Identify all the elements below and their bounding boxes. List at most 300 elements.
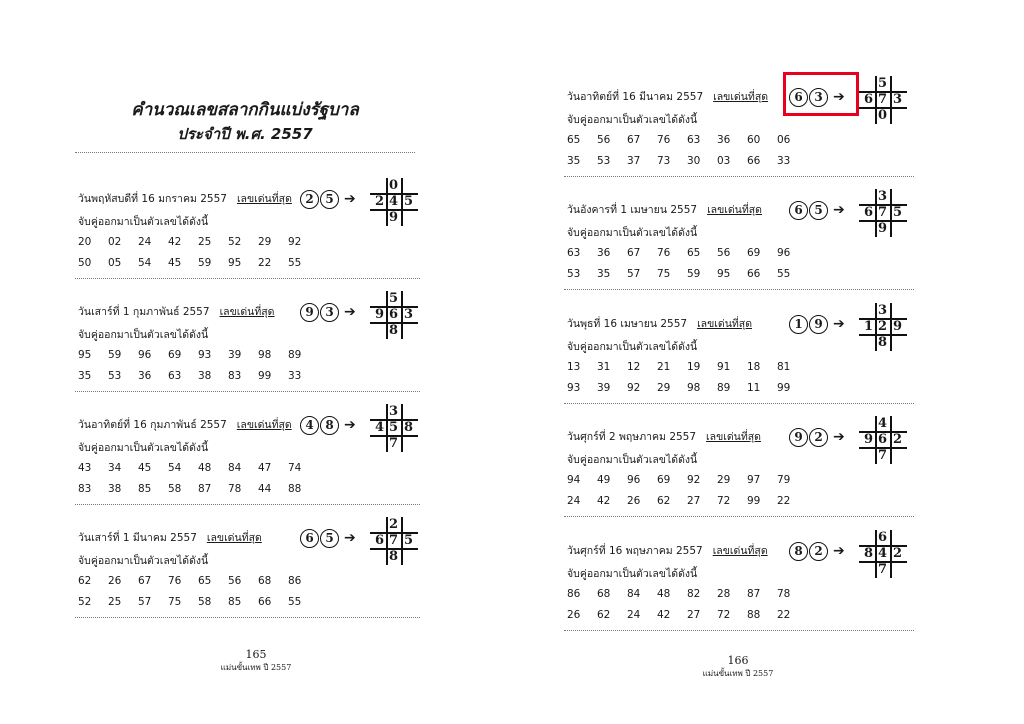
arrow-right-icon: ➔ — [344, 304, 356, 320]
pair-number: 66 — [747, 268, 761, 280]
pair-number: 63 — [168, 370, 182, 382]
arrow-right-icon: ➔ — [833, 202, 845, 218]
pair-row-2 — [78, 370, 318, 382]
pair-caption: จับคู่ออกมาเป็นตัวเลขได้ดังนี้ — [78, 216, 209, 228]
pair-number: 86 — [567, 588, 581, 600]
pair-number: 55 — [288, 257, 302, 269]
pair-number: 29 — [258, 236, 272, 248]
pair-number: 89 — [288, 349, 302, 361]
divider — [75, 617, 420, 618]
pair-number: 59 — [687, 268, 701, 280]
pair-number: 62 — [597, 609, 611, 621]
draw-date: วันศุกร์ที่ 2 พฤษภาคม 2557 — [567, 431, 697, 443]
pair-row-1 — [78, 462, 318, 474]
grid-digit-2: 4 — [388, 194, 399, 209]
pair-number: 97 — [747, 474, 761, 486]
pair-number: 72 — [717, 609, 731, 621]
circled-digit: 5 — [320, 529, 339, 548]
grid-digit-3: 5 — [892, 205, 903, 220]
pair-number: 78 — [777, 588, 791, 600]
draw-entry — [567, 530, 927, 652]
pair-number: 43 — [78, 462, 92, 474]
pair-number: 95 — [717, 268, 731, 280]
grid-bottom-digit: 7 — [877, 448, 888, 463]
pair-number: 82 — [687, 588, 701, 600]
book-name: แม่นขั้นเทพ ปี 2557 — [702, 669, 774, 678]
grid-digit-1: 6 — [863, 205, 874, 220]
pair-row-1 — [78, 349, 318, 361]
grid-digit-3: 2 — [892, 546, 903, 561]
calculation — [789, 416, 939, 464]
pair-number: 45 — [168, 257, 182, 269]
pair-number: 27 — [687, 609, 701, 621]
pair-caption: จับคู่ออกมาเป็นตัวเลขได้ดังนี้ — [567, 568, 698, 580]
arrow-right-icon: ➔ — [344, 191, 356, 207]
hot-number-label: เลขเด่นที่สุด — [206, 532, 262, 544]
pair-number: 29 — [657, 382, 671, 394]
pair-number: 33 — [288, 370, 302, 382]
pair-number: 13 — [567, 361, 581, 373]
grid-top-digit: 0 — [388, 178, 399, 193]
circled-digit: 5 — [809, 201, 828, 220]
grid-digit-1: 1 — [863, 319, 874, 334]
lotto-grid — [859, 189, 907, 237]
hot-number-label: เลขเด่นที่สุด — [712, 545, 768, 557]
pair-number: 96 — [777, 247, 791, 259]
grid-top-digit: 3 — [877, 303, 888, 318]
lotto-grid — [370, 517, 418, 565]
grid-digit-3: 3 — [892, 92, 903, 107]
divider — [564, 176, 914, 177]
pair-number: 84 — [228, 462, 242, 474]
circled-digit: 6 — [300, 529, 319, 548]
pair-number: 52 — [228, 236, 242, 248]
grid-digit-1: 8 — [863, 546, 874, 561]
pair-number: 96 — [138, 349, 152, 361]
pair-number: 57 — [627, 268, 641, 280]
draw-entry — [567, 416, 927, 538]
circled-digit: 9 — [789, 428, 808, 447]
grid-top-digit: 6 — [877, 530, 888, 545]
pair-row-1 — [567, 474, 807, 486]
grid-digit-1: 2 — [374, 194, 385, 209]
grid-digit-2: 7 — [877, 205, 888, 220]
draw-date: วันพฤหัสบดีที่ 16 มกราคม 2557 — [78, 193, 227, 205]
book-name: แม่นขั้นเทพ ปี 2557 — [220, 663, 292, 672]
pair-number: 20 — [78, 236, 92, 248]
draw-entry — [78, 404, 438, 526]
pair-number: 24 — [627, 609, 641, 621]
pair-row-2 — [78, 257, 318, 269]
pair-number: 69 — [747, 247, 761, 259]
grid-digit-2: 2 — [877, 319, 888, 334]
draw-date: วันศุกร์ที่ 16 พฤษภาคม 2557 — [567, 545, 703, 557]
pair-number: 22 — [777, 609, 791, 621]
pair-number: 92 — [687, 474, 701, 486]
arrow-right-icon: ➔ — [344, 530, 356, 546]
pair-number: 57 — [138, 596, 152, 608]
page-title: คำนวณเลขสลากกินแบ่งรัฐบาล — [131, 100, 359, 120]
pair-number: 69 — [168, 349, 182, 361]
pair-row-2 — [567, 382, 807, 394]
pair-number: 36 — [597, 247, 611, 259]
pair-row-1 — [567, 588, 807, 600]
pair-row-2 — [78, 596, 318, 608]
pair-number: 55 — [288, 596, 302, 608]
pair-number: 26 — [567, 609, 581, 621]
circled-digit: 8 — [320, 416, 339, 435]
pair-number: 25 — [198, 236, 212, 248]
pair-number: 83 — [78, 483, 92, 495]
pair-number: 74 — [288, 462, 302, 474]
pair-number: 67 — [627, 134, 641, 146]
calculation — [789, 189, 939, 237]
divider — [75, 504, 420, 505]
arrow-right-icon: ➔ — [833, 89, 845, 105]
lotto-grid — [859, 416, 907, 464]
pair-number: 12 — [627, 361, 641, 373]
pair-number: 86 — [288, 575, 302, 587]
circled-digit: 5 — [320, 190, 339, 209]
circled-digit: 6 — [789, 88, 808, 107]
pair-number: 56 — [597, 134, 611, 146]
pair-number: 93 — [567, 382, 581, 394]
pair-number: 42 — [657, 609, 671, 621]
pair-number: 67 — [138, 575, 152, 587]
grid-bottom-digit: 8 — [388, 549, 399, 564]
pair-number: 52 — [78, 596, 92, 608]
pair-number: 98 — [258, 349, 272, 361]
pair-number: 88 — [747, 609, 761, 621]
hot-number-label: เลขเด่นที่สุด — [219, 306, 275, 318]
pair-number: 18 — [747, 361, 761, 373]
hot-number-label: เลขเด่นที่สุด — [713, 91, 769, 103]
pair-number: 81 — [777, 361, 791, 373]
grid-bottom-digit: 7 — [388, 436, 399, 451]
pair-caption: จับคู่ออกมาเป็นตัวเลขได้ดังนี้ — [567, 341, 698, 353]
circled-digit: 2 — [809, 542, 828, 561]
circled-digit: 3 — [809, 88, 828, 107]
pair-number: 48 — [198, 462, 212, 474]
pair-number: 78 — [228, 483, 242, 495]
pair-number: 02 — [108, 236, 122, 248]
pair-number: 65 — [687, 247, 701, 259]
circled-digit: 2 — [300, 190, 319, 209]
pair-number: 68 — [597, 588, 611, 600]
circled-digit: 1 — [789, 315, 808, 334]
pair-row-2 — [78, 483, 318, 495]
grid-digit-1: 6 — [374, 533, 385, 548]
grid-bottom-digit: 8 — [388, 323, 399, 338]
pair-number: 53 — [597, 155, 611, 167]
pair-number: 50 — [78, 257, 92, 269]
divider — [75, 152, 415, 153]
pair-number: 69 — [657, 474, 671, 486]
pair-number: 99 — [777, 382, 791, 394]
pair-number: 84 — [627, 588, 641, 600]
draw-date: วันอังคารที่ 1 เมษายน 2557 — [567, 204, 698, 216]
pair-number: 36 — [717, 134, 731, 146]
pair-number: 42 — [168, 236, 182, 248]
pair-number: 19 — [687, 361, 701, 373]
divider — [564, 516, 914, 517]
hot-number-label: เลขเด่นที่สุด — [697, 318, 753, 330]
pair-number: 44 — [258, 483, 272, 495]
grid-digit-3: 8 — [403, 420, 414, 435]
grid-digit-2: 6 — [388, 307, 399, 322]
pair-number: 92 — [627, 382, 641, 394]
grid-digit-3: 9 — [892, 319, 903, 334]
grid-digit-3: 2 — [892, 432, 903, 447]
pair-caption: จับคู่ออกมาเป็นตัวเลขได้ดังนี้ — [567, 114, 698, 126]
pair-number: 54 — [138, 257, 152, 269]
grid-top-digit: 5 — [877, 76, 888, 91]
pair-number: 73 — [657, 155, 671, 167]
pair-number: 06 — [777, 134, 791, 146]
page-subtitle: ประจำปี พ.ศ. 2557 — [177, 125, 313, 143]
circled-digit: 6 — [789, 201, 808, 220]
pair-number: 60 — [747, 134, 761, 146]
pair-number: 25 — [108, 596, 122, 608]
pair-number: 58 — [198, 596, 212, 608]
draw-entry — [567, 189, 927, 311]
calculation — [300, 404, 450, 452]
divider — [564, 403, 914, 404]
pair-number: 65 — [567, 134, 581, 146]
grid-digit-3: 5 — [403, 533, 414, 548]
divider — [75, 278, 420, 279]
pair-number: 29 — [717, 474, 731, 486]
grid-bottom-digit: 8 — [877, 335, 888, 350]
pair-number: 59 — [198, 257, 212, 269]
pair-row-1 — [78, 575, 318, 587]
grid-bottom-digit: 0 — [877, 108, 888, 123]
calculation — [300, 517, 450, 565]
grid-digit-2: 6 — [877, 432, 888, 447]
pair-number: 99 — [258, 370, 272, 382]
pair-number: 48 — [657, 588, 671, 600]
pair-number: 76 — [657, 247, 671, 259]
hot-number-label: เลขเด่นที่สุด — [706, 431, 761, 443]
pair-number: 36 — [138, 370, 152, 382]
pair-number: 37 — [627, 155, 641, 167]
pair-number: 85 — [228, 596, 242, 608]
right-page — [512, 0, 1024, 724]
pair-number: 34 — [108, 462, 122, 474]
grid-bottom-digit: 7 — [877, 562, 888, 577]
pair-caption: จับคู่ออกมาเป็นตัวเลขได้ดังนี้ — [78, 329, 209, 341]
pair-number: 58 — [168, 483, 182, 495]
pair-row-1 — [567, 361, 807, 373]
grid-bottom-digit: 9 — [388, 210, 399, 225]
pair-number: 35 — [597, 268, 611, 280]
pair-number: 72 — [717, 495, 731, 507]
pair-number: 22 — [258, 257, 272, 269]
circled-digit: 2 — [809, 428, 828, 447]
pair-number: 31 — [597, 361, 611, 373]
grid-digit-1: 9 — [374, 307, 385, 322]
pair-number: 26 — [627, 495, 641, 507]
pair-row-1 — [78, 236, 318, 248]
divider — [564, 289, 914, 290]
grid-top-digit: 3 — [877, 189, 888, 204]
calculation — [300, 291, 450, 339]
pair-number: 39 — [597, 382, 611, 394]
pair-number: 83 — [228, 370, 242, 382]
arrow-right-icon: ➔ — [344, 417, 356, 433]
pair-number: 03 — [717, 155, 731, 167]
pair-number: 89 — [717, 382, 731, 394]
lotto-grid — [370, 178, 418, 226]
divider — [564, 630, 914, 631]
pair-number: 66 — [747, 155, 761, 167]
pair-number: 93 — [198, 349, 212, 361]
pair-number: 62 — [78, 575, 92, 587]
pair-number: 54 — [168, 462, 182, 474]
pair-number: 96 — [627, 474, 641, 486]
arrow-right-icon: ➔ — [833, 429, 845, 445]
pair-number: 05 — [108, 257, 122, 269]
pair-number: 53 — [567, 268, 581, 280]
pair-number: 33 — [777, 155, 791, 167]
pair-number: 27 — [687, 495, 701, 507]
circled-digit: 9 — [809, 315, 828, 334]
pair-row-2 — [567, 268, 807, 280]
grid-top-digit: 5 — [388, 291, 399, 306]
divider — [75, 391, 420, 392]
pair-number: 95 — [228, 257, 242, 269]
pair-number: 26 — [108, 575, 122, 587]
pair-number: 94 — [567, 474, 581, 486]
arrow-right-icon: ➔ — [833, 543, 845, 559]
draw-entry — [567, 303, 927, 425]
draw-entry — [567, 76, 927, 198]
lotto-grid — [859, 530, 907, 578]
pair-number: 28 — [717, 588, 731, 600]
grid-digit-2: 7 — [388, 533, 399, 548]
hot-number-label: เลขเด่นที่สุด — [236, 419, 292, 431]
pair-number: 91 — [717, 361, 731, 373]
pair-caption: จับคู่ออกมาเป็นตัวเลขได้ดังนี้ — [567, 227, 698, 239]
draw-date: วันพุธที่ 16 เมษายน 2557 — [567, 318, 688, 330]
pair-number: 35 — [567, 155, 581, 167]
pair-number: 65 — [198, 575, 212, 587]
draw-entry — [78, 178, 438, 300]
draw-date: วันเสาร์ที่ 1 กุมภาพันธ์ 2557 — [78, 306, 210, 318]
lotto-grid — [859, 76, 907, 124]
circled-digit: 8 — [789, 542, 808, 561]
pair-number: 39 — [228, 349, 242, 361]
pair-number: 67 — [627, 247, 641, 259]
pair-caption: จับคู่ออกมาเป็นตัวเลขได้ดังนี้ — [567, 454, 698, 466]
grid-top-digit: 3 — [388, 404, 399, 419]
pair-number: 98 — [687, 382, 701, 394]
pair-caption: จับคู่ออกมาเป็นตัวเลขได้ดังนี้ — [78, 555, 209, 567]
pair-number: 66 — [258, 596, 272, 608]
pair-row-2 — [567, 495, 807, 507]
draw-date: วันอาทิตย์ที่ 16 มีนาคม 2557 — [567, 91, 704, 103]
pair-number: 11 — [747, 382, 761, 394]
grid-digit-1: 4 — [374, 420, 385, 435]
pair-number: 75 — [168, 596, 182, 608]
pair-number: 35 — [78, 370, 92, 382]
pair-number: 87 — [198, 483, 212, 495]
pair-number: 59 — [108, 349, 122, 361]
lotto-grid — [370, 404, 418, 452]
pair-number: 62 — [657, 495, 671, 507]
hot-number-label: เลขเด่นที่สุด — [236, 193, 292, 205]
pair-number: 63 — [687, 134, 701, 146]
pair-number: 45 — [138, 462, 152, 474]
calculation — [789, 303, 939, 351]
draw-entry — [78, 517, 438, 639]
grid-digit-2: 4 — [877, 546, 888, 561]
pair-row-1 — [567, 134, 807, 146]
circled-digit: 4 — [300, 416, 319, 435]
page-number: 166 — [727, 654, 749, 667]
pair-row-1 — [567, 247, 807, 259]
pair-number: 87 — [747, 588, 761, 600]
pair-number: 85 — [138, 483, 152, 495]
calculation — [789, 530, 939, 578]
highlight-box — [783, 72, 859, 116]
pair-number: 56 — [228, 575, 242, 587]
grid-digit-1: 9 — [863, 432, 874, 447]
pair-number: 92 — [288, 236, 302, 248]
page-number: 165 — [245, 648, 267, 661]
draw-entry — [78, 291, 438, 413]
circled-digit: 3 — [320, 303, 339, 322]
pair-number: 38 — [198, 370, 212, 382]
pair-number: 76 — [168, 575, 182, 587]
grid-digit-3: 5 — [403, 194, 414, 209]
pair-number: 76 — [657, 134, 671, 146]
pair-number: 49 — [597, 474, 611, 486]
pair-number: 88 — [288, 483, 302, 495]
pair-number: 38 — [108, 483, 122, 495]
pair-number: 22 — [777, 495, 791, 507]
pair-number: 47 — [258, 462, 272, 474]
pair-number: 30 — [687, 155, 701, 167]
pair-number: 79 — [777, 474, 791, 486]
pair-row-2 — [567, 155, 807, 167]
draw-date: วันเสาร์ที่ 1 มีนาคม 2557 — [78, 532, 197, 544]
pair-number: 56 — [717, 247, 731, 259]
pair-number: 53 — [108, 370, 122, 382]
grid-digit-2: 5 — [388, 420, 399, 435]
lotto-grid — [370, 291, 418, 339]
hot-number-label: เลขเด่นที่สุด — [707, 204, 762, 216]
circled-digit: 9 — [300, 303, 319, 322]
arrow-right-icon: ➔ — [833, 316, 845, 332]
grid-digit-1: 6 — [863, 92, 874, 107]
grid-top-digit: 4 — [877, 416, 888, 431]
calculation — [300, 178, 450, 226]
lotto-grid — [859, 303, 907, 351]
grid-digit-2: 7 — [877, 92, 888, 107]
pair-number: 24 — [138, 236, 152, 248]
grid-digit-3: 3 — [403, 307, 414, 322]
pair-number: 55 — [777, 268, 791, 280]
pair-caption: จับคู่ออกมาเป็นตัวเลขได้ดังนี้ — [78, 442, 209, 454]
pair-number: 95 — [78, 349, 92, 361]
pair-number: 63 — [567, 247, 581, 259]
pair-number: 68 — [258, 575, 272, 587]
pair-row-2 — [567, 609, 807, 621]
pair-number: 21 — [657, 361, 671, 373]
pair-number: 99 — [747, 495, 761, 507]
grid-top-digit: 2 — [388, 517, 399, 532]
